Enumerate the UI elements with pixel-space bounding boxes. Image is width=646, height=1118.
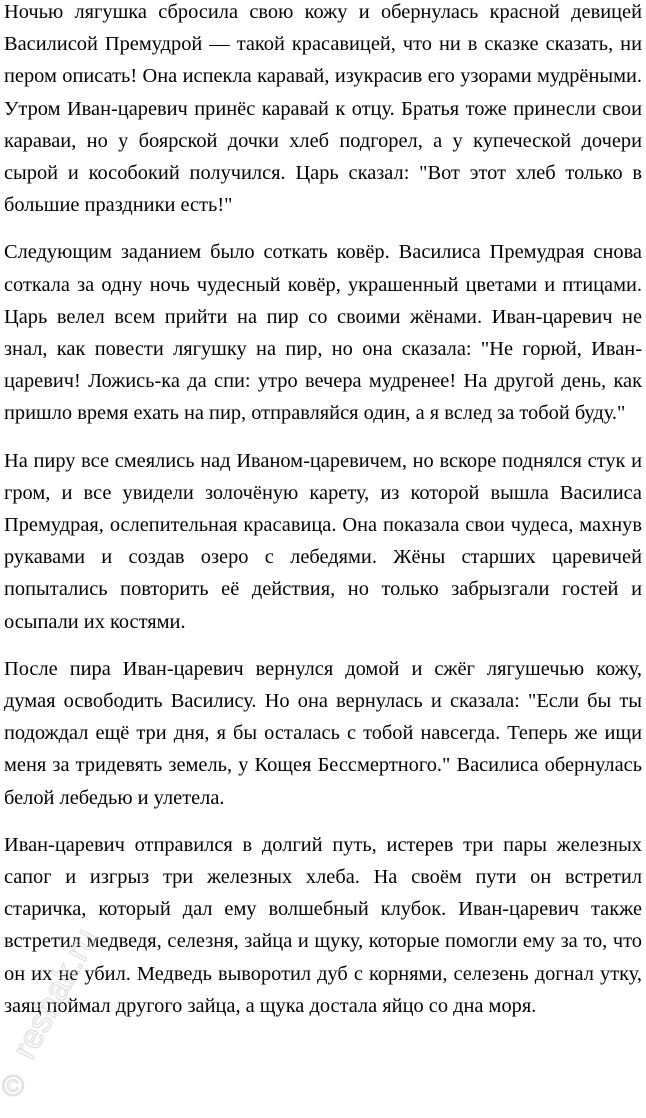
paragraph-gap	[4, 814, 642, 829]
paragraph-3: На пиру все смеялись над Иваном-царевичем, но вскоре поднялся стук и гром, и все увидели золочёную карету, из которой вышла Василиса Премудрая, ослепительная красавица. Она показала свои чудеса, махнув рукавами и создав озеро с лебедями. Жёны старших царевичей попытались повторить её действия, но только забрызгали гостей и осыпали их костями.	[4, 449, 642, 633]
paragraph-5: Иван-царевич отправился в долгий путь, истерев три пары железных сапог и изгрыз три железных хлеба. На своём пути он встретил старичка, который дал ему волшебный клубок. Иван-царевич также встретил медведя, селезня, зайца и щуку, которые помогли ему за то, что он их не убил. Медведь выворотил дуб с корнями, селезень догнал утку, заяц поймал другого зайца, а щука достала яйцо со дна моря.	[4, 833, 642, 1017]
paragraph-gap	[4, 430, 642, 445]
paragraph-gap	[4, 638, 642, 653]
watermark-text: reshak.ru	[5, 922, 106, 1066]
paragraph-2: Следующим заданием было соткать ковёр. Василиса Премудрая снова соткала за одну ночь чудесный ковёр, украшенный цветами и птицами. Царь велел всем прийти на пир со своими жёнами. Иван-царевич не знал, как повести лягушку на пир, но она сказала: "Не горюй, Иван-царевич! Ложись-ка да спи: утро вечера мудренее! На другой день, как пришло время ехать на пир, отправляйся один, а я вслед за тобой буду."	[4, 241, 642, 425]
paragraph-4: После пира Иван-царевич вернулся домой и сжёг лягушечью кожу, думая освободить Василису. Но она вернулась и сказала: "Если бы ты подождал ещё три дня, я бы осталась с тобой навсегда. Теперь же ищи меня за тридевять земель, у Кощея Бессмертного." Василиса обернулась белой лебедью и улетела.	[4, 657, 642, 809]
watermark-copyright-icon: ©	[2, 1070, 25, 1103]
paragraph-1: Ночью лягушка сбросила свою кожу и обернулась красной девицей Василисой Премудрой — такой красавицей, что ни в сказке сказать, ни пером описать! Она испекла каравай, изукрасив его узорами мудрёными. Утром Иван-царевич принёс каравай к отцу. Братья тоже принесли свои караваи, но у боярской дочки хлеб подгорел, а у купеческой дочери сырой и кособокий получился. Царь сказал: "Вот этот хлеб только в большие праздники есть!"	[4, 1, 642, 217]
paragraph-gap	[4, 221, 642, 236]
document-page	[4, 0, 642, 1022]
